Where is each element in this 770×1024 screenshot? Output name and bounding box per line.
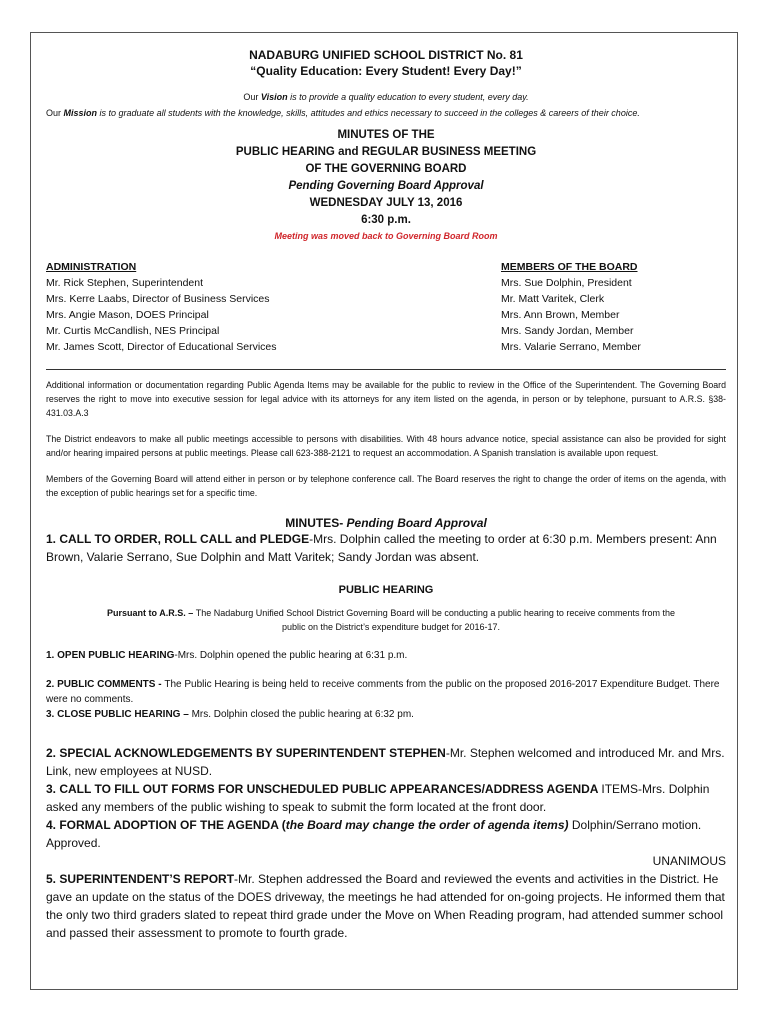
agenda-item-3: 3. CALL TO FILL OUT FORMS FOR UNSCHEDULED PUBLIC APPEARANCES/ADDRESS AGENDA ITEMS-Mrs. Dolphin asked any members of the public wishing to speak to submit the form located at the front door.	[46, 782, 710, 814]
moved-notice: Meeting was moved back to Governing Board Room	[274, 231, 498, 241]
administration-list: ADMINISTRATION Mr. Rick Stephen, Superintendent Mrs. Kerre Laabs, Director of Business Services Mrs. Angie Mason, DOES Principal Mr. Curtis McCandlish, NES Principal Mr. James Scott, Director of Educational Services	[46, 259, 486, 355]
board-members-list: MEMBERS OF THE BOARD Mrs. Sue Dolphin, President Mr. Matt Varitek, Clerk Mrs. Ann Brown, Member Mrs. Sandy Jordan, Member Mrs. Valarie Serrano, Member	[501, 259, 726, 355]
mission-label: Mission	[63, 108, 98, 118]
agenda-item-2: 2. SPECIAL ACKNOWLEDGEMENTS BY SUPERINTENDENT STEPHEN-Mr. Stephen welcomed and introduced Mr. and Mrs. Link, new employees at NUSD.	[46, 746, 725, 778]
district-slogan: “Quality Education: Every Student! Every Day!”	[250, 64, 522, 78]
minutes-title: MINUTES- Pending Board Approval	[285, 516, 487, 530]
divider	[46, 369, 726, 370]
agenda-item-1: 1. CALL TO ORDER, ROLL CALL and PLEDGE-Mrs. Dolphin called the meeting to order at 6:30 p.m. Members present: Ann Brown, Valarie Serrano, Sue Dolphin and Matt Varitek; Sandy Jordan was absent.	[46, 532, 717, 564]
approval-status: Pending Governing Board Approval	[288, 180, 484, 192]
agenda-item-5: 5. SUPERINTENDENT’S REPORT-Mr. Stephen addressed the Board and reviewed the events and activities in the District. He gave an update on the status of the DOES driveway, the meetings he had attended for on-going projects. He informed them that the only two third graders slated to repeat third grade under the Move on When Reading program, had attended summer school and passed their assessment to promote to fourth grade.	[46, 872, 725, 940]
list-item: Mrs. Kerre Laabs, Director of Business Services	[46, 293, 270, 305]
meeting-date: WEDNESDAY JULY 13, 2016	[309, 197, 463, 209]
list-item: Mrs. Angie Mason, DOES Principal	[46, 309, 209, 321]
list-item: Mr. Rick Stephen, Superintendent	[46, 277, 204, 289]
district-name: NADABURG UNIFIED SCHOOL DISTRICT No. 81	[249, 48, 523, 62]
notice-paragraph: The District endeavors to make all public meetings accessible to persons with disabilities. With 48 hours advance notice, special assistance can also be provided for sight and/or hearing impaired persons at public meetings. Please call 623-388-2121 to request an accommodation. A Spanish translation is available upon request.	[46, 434, 726, 458]
vote-result: UNANIMOUS	[652, 854, 726, 868]
hearing-item-comments: 2. PUBLIC COMMENTS - The Public Hearing is being held to receive comments from the public on the proposed 2016-2017 Expenditure Budget. There were no comments.	[46, 679, 720, 705]
list-item: Mr. Curtis McCandlish, NES Principal	[46, 325, 220, 337]
agenda-item-4: 4. FORMAL ADOPTION OF THE AGENDA (the Board may change the order of agenda items) Dolphin/Serrano motion. Approved.	[46, 818, 702, 850]
hearing-item-open: 1. OPEN PUBLIC HEARING-Mrs. Dolphin opened the public hearing at 6:31 p.m.	[46, 650, 408, 661]
list-item: Mrs. Sue Dolphin, President	[501, 277, 632, 289]
hearing-item-close: 3. CLOSE PUBLIC HEARING – Mrs. Dolphin closed the public hearing at 6:32 pm.	[46, 709, 414, 720]
list-item: Mrs. Valarie Serrano, Member	[501, 341, 641, 353]
vision-statement: Our Vision is to provide a quality education to every student, every day.	[243, 92, 529, 102]
meeting-time: 6:30 p.m.	[361, 214, 411, 226]
list-item: Mr. James Scott, Director of Educational Services	[46, 341, 277, 353]
notice-paragraph: Members of the Governing Board will attend either in person or by telephone conference call. The Board reserves the right to change the order of items on the agenda, with the exception of public hearings set for a specific time.	[46, 474, 726, 498]
mission-statement: Our Mission is to graduate all students with the knowledge, skills, attitudes and ethics necessary to succeed in the colleges & careers of their choice.	[46, 108, 640, 118]
document-body	[46, 40, 726, 942]
roster	[46, 259, 726, 355]
pursuant-statement: Pursuant to A.R.S. – The Nadaburg Unified School District Governing Board will be conducting a public hearing to receive comments from the public on the District’s expenditure budget for 2016-17.	[107, 608, 675, 632]
list-item: Mrs. Sandy Jordan, Member	[501, 325, 634, 337]
list-item: Mr. Matt Varitek, Clerk	[501, 293, 605, 305]
meeting-heading: MINUTES OF THE PUBLIC HEARING and REGULAR BUSINESS MEETING OF THE GOVERNING BOARD Pending Governing Board Approval WEDNESDAY JULY 13, 2016 6:30 p.m. Meeting was moved back to Governing Board Room	[46, 127, 726, 241]
notice-paragraph: Additional information or documentation regarding Public Agenda Items may be available for the public to review in the Office of the Superintendent. The Governing Board reserves the right to move into executive session for legal advice with its attorneys for any item listed on the agenda, in person or by telephone, pursuant to A.R.S. §38-431.03.A.3	[46, 380, 726, 418]
vision-label: Vision	[260, 92, 288, 102]
list-item: Mrs. Ann Brown, Member	[501, 309, 620, 321]
public-hearing-title: PUBLIC HEARING	[338, 584, 434, 596]
